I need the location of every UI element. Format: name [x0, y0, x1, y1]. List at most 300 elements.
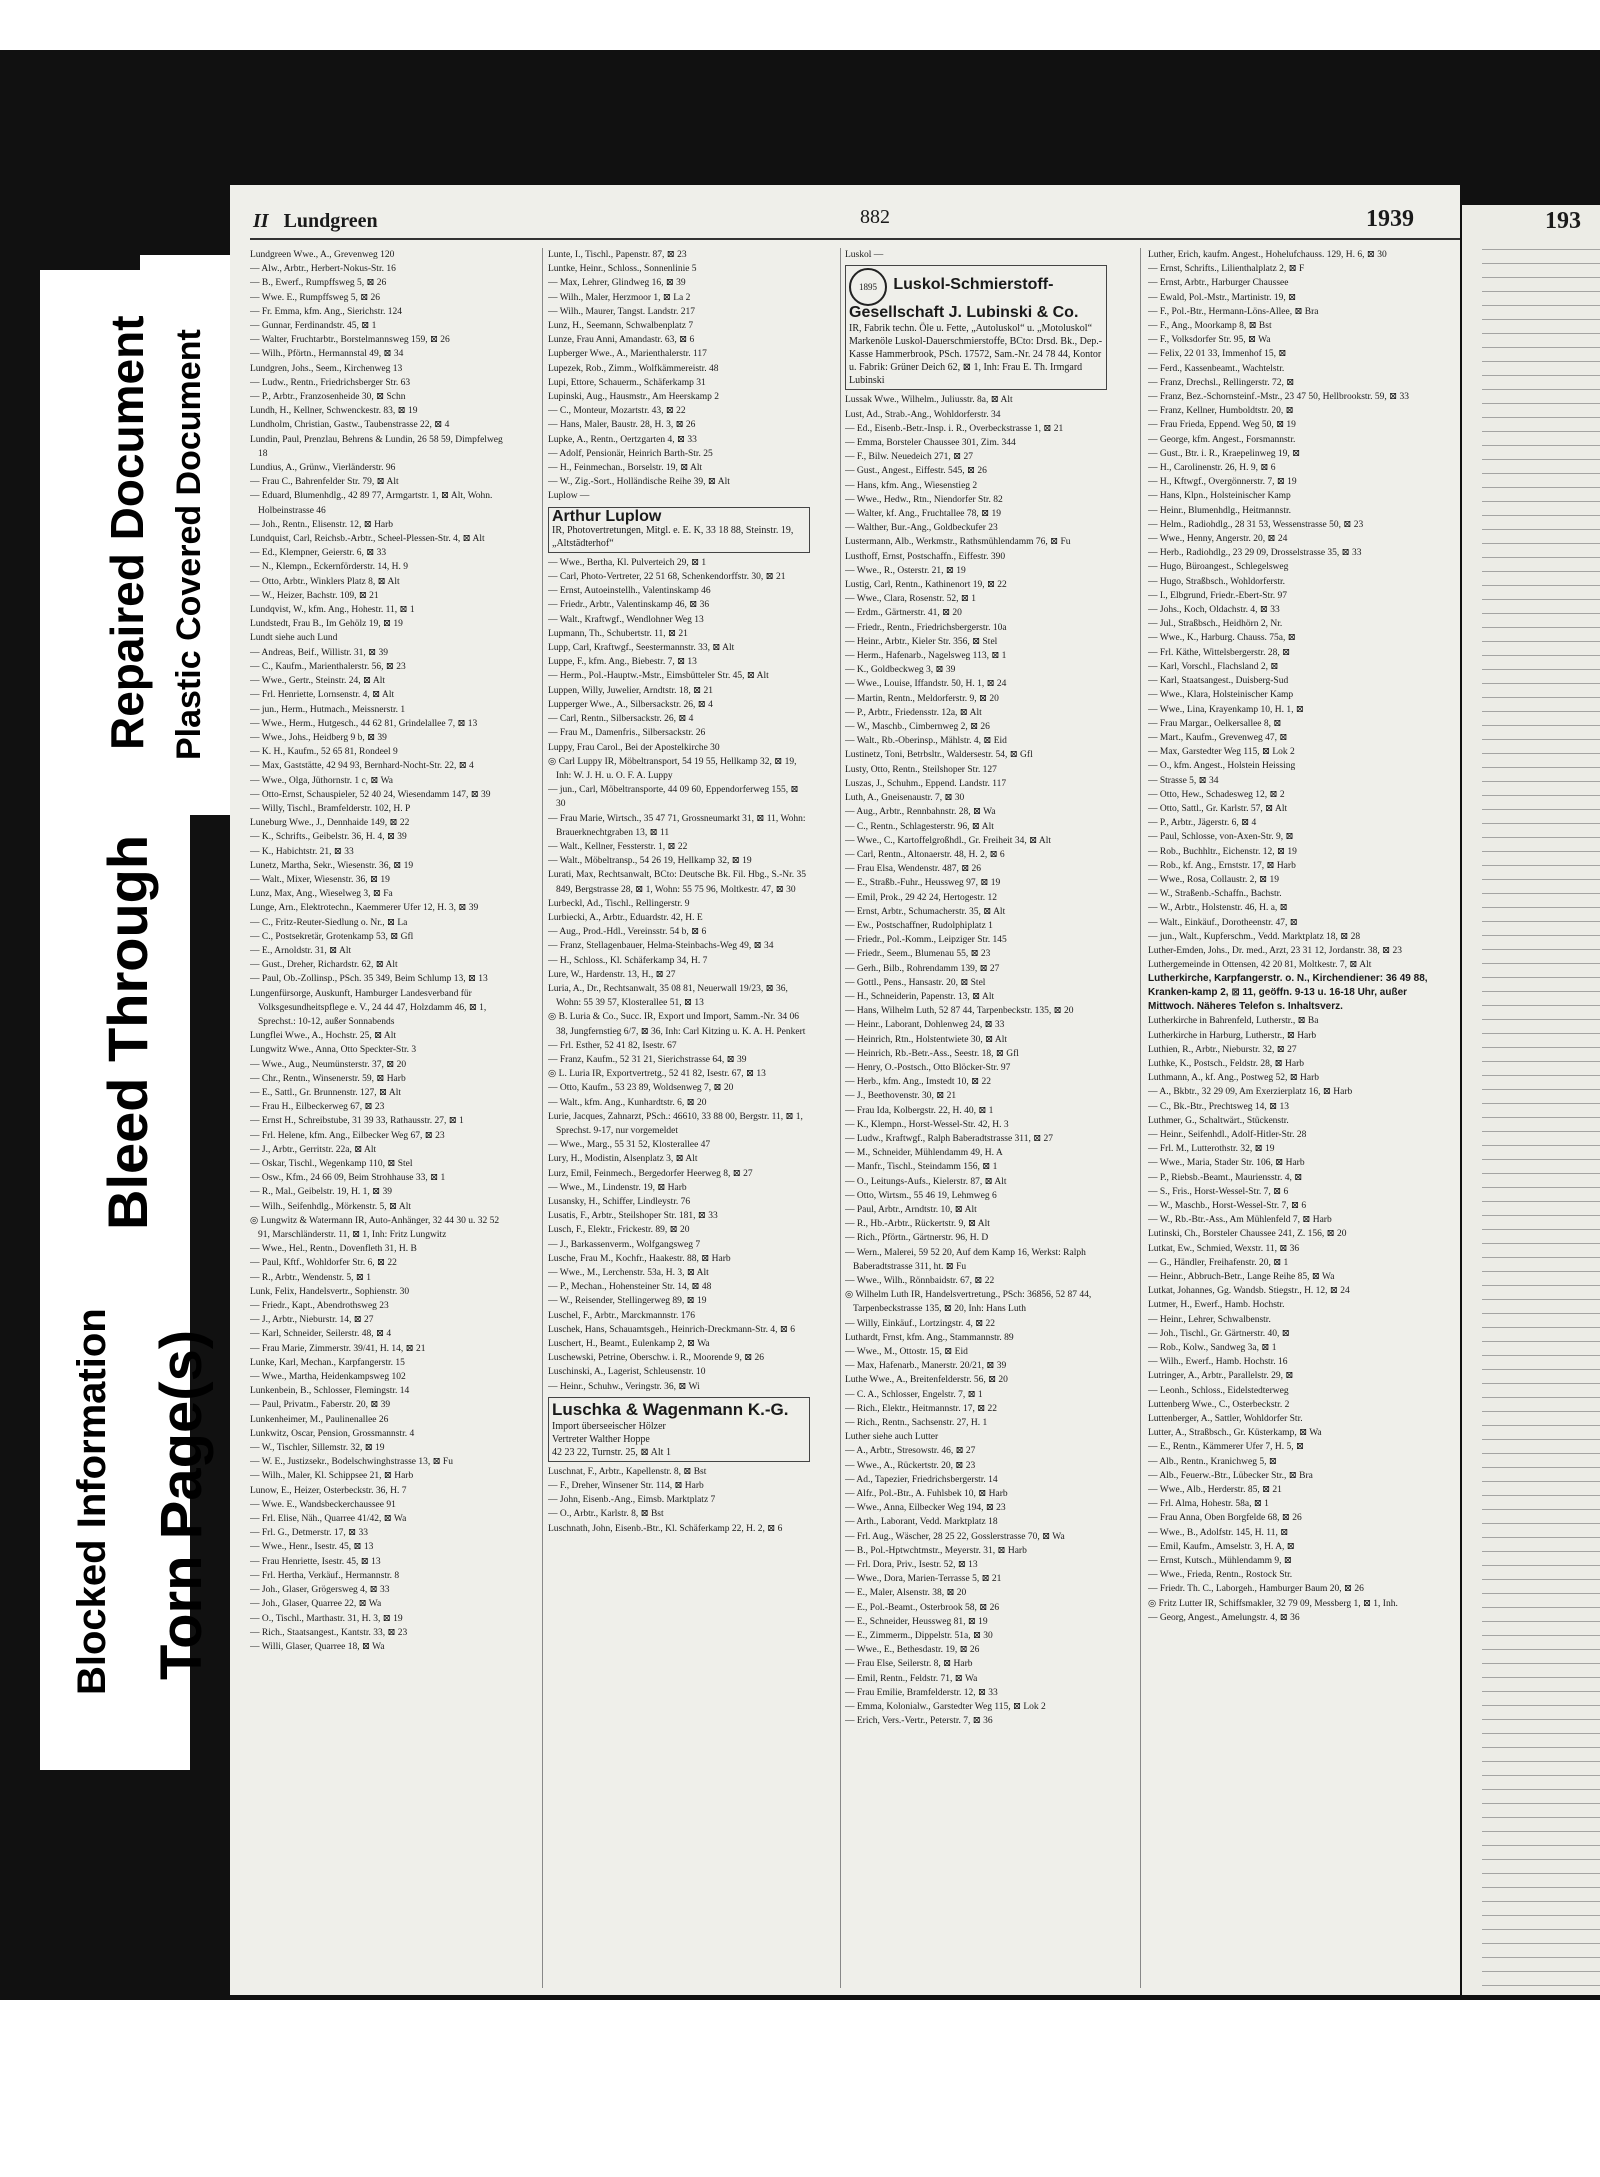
directory-entry: Lurz, Emil, Feinmech., Bergedorfer Heerweg 8, ⊠ 27 — [548, 1168, 753, 1179]
directory-entry: Luppe, F., kfm. Ang., Biebestr. 7, ⊠ 13 — [548, 657, 697, 668]
directory-entry: Lunz, Max, Ang., Wieselweg 3, ⊠ Fa — [250, 889, 393, 900]
column-1 — [250, 248, 512, 1988]
directory-entry: — Wwe., Clara, Rosenstr. 52, ⊠ 1 — [845, 594, 977, 605]
directory-entry: — Walter, Fruchtarbtr., Borstelmannsweg 159, ⊠ 26 — [250, 335, 450, 346]
directory-entry: — C., Kaufm., Marienthalerstr. 56, ⊠ 23 — [250, 661, 406, 672]
directory-entry: Luszas, J., Schuhm., Eppend. Landstr. 117 — [845, 778, 1007, 789]
directory-entry: — Heinr., Abbruch-Betr., Lange Reihe 85, ⊠ Wa — [1148, 1272, 1335, 1283]
directory-entry: — W. E., Justizsekr., Bodelschwinghstrasse 13, ⊠ Fu — [250, 1457, 453, 1468]
directory-entry: — Frau Elsa, Wendenstr. 487, ⊠ 26 — [845, 864, 982, 875]
directory-entry: — C., Bk.-Btr., Prechtsweg 14, ⊠ 13 — [1148, 1101, 1289, 1112]
directory-entry: — A., Bkbtr., 32 29 09, Am Exerzierplatz 16, ⊠ Harb — [1148, 1087, 1353, 1098]
directory-entry: — Franz, Drechsl., Rellingerstr. 72, ⊠ — [1148, 377, 1295, 388]
directory-entry: Luskol — — [845, 250, 884, 260]
entry-list — [1148, 248, 1438, 972]
page-number: 882 — [860, 206, 890, 228]
directory-entry: — Frl. Henriette, Lornsenstr. 4, ⊠ Alt — [250, 690, 395, 701]
directory-entry: Lundholm, Christian, Gastw., Taubenstrasse 22, ⊠ 4 — [250, 420, 450, 431]
directory-entry: — H., Carolinenstr. 26, H. 9, ⊠ 6 — [1148, 463, 1276, 474]
directory-entry: — Willy, Tischl., Bramfelderstr. 102, H. P — [250, 803, 411, 814]
directory-entry: Lundstedt, Frau B., Im Gehölz 19, ⊠ 19 — [250, 619, 403, 630]
directory-entry: — Wwe., M., Lindenstr. 19, ⊠ Harb — [548, 1182, 687, 1193]
directory-entry: — Max, Gaststätte, 42 94 93, Bernhard-Nocht-Str. 22, ⊠ 4 — [250, 761, 474, 772]
directory-entry: — Walt., Möbeltransp., 54 26 19, Hellkamp 32, ⊠ 19 — [548, 856, 752, 867]
column-3 — [845, 248, 1107, 1988]
entry-list — [845, 393, 1107, 1728]
directory-entry: — Willi, Glaser, Quarree 18, ⊠ Wa — [250, 1641, 385, 1652]
directory-entry: — F., Pol.-Btr., Hermann-Löns-Allee, ⊠ Bra — [1148, 306, 1319, 317]
directory-entry: — Friedr., Kapt., Abendrothsweg 23 — [250, 1301, 389, 1312]
directory-entry: — N., Klempn., Eckernförderstr. 14, H. 9 — [250, 562, 409, 573]
directory-entry: — Frau Marie, Zimmerstr. 39/41, H. 14, ⊠ 21 — [250, 1343, 426, 1354]
directory-entry: — Arth., Laborant, Vedd. Marktplatz 18 — [845, 1517, 998, 1528]
directory-entry: — Ed., Klempner, Geierstr. 6, ⊠ 33 — [250, 548, 387, 559]
directory-entry: — Aug., Prod.-Hdl., Vereinsstr. 54 b, ⊠ 6 — [548, 927, 707, 938]
directory-entry: — O., Leitungs-Aufs., Kielerstr. 87, ⊠ Alt — [845, 1176, 1007, 1187]
directory-entry: — Otto, Hew., Schadesweg 12, ⊠ 2 — [1148, 789, 1285, 800]
directory-entry: — Paul, Privatm., Faberstr. 20, ⊠ 39 — [250, 1400, 391, 1411]
directory-entry: — Ludw., Rentn., Friedrichsberger Str. 63 — [250, 377, 411, 388]
directory-entry: — Ernst, Autoeinstellh., Valentinskamp 46 — [548, 586, 711, 597]
header-rule — [250, 238, 1460, 240]
directory-entry: Luschnat, F., Arbtr., Kapellenstr. 8, ⊠ Bst — [548, 1466, 707, 1477]
directory-entry: — E., Pol.-Beamt., Osterbrook 58, ⊠ 26 — [845, 1602, 1000, 1613]
directory-entry: — C., Postsekretär, Grotenkamp 53, ⊠ Gfl — [250, 931, 414, 942]
entry-list — [548, 248, 810, 504]
directory-entry: — C. A., Schlosser, Engelstr. 7, ⊠ 1 — [845, 1389, 983, 1400]
directory-entry: — Wwe., Gertr., Steinstr. 24, ⊠ Alt — [250, 676, 385, 687]
advert-text: IR, Photovertretungen, Mitgl. e. E. K, 33 18 88, Steinstr. 19, „Altstädterhof“ — [552, 524, 794, 549]
directory-entry: — Rob., kf. Ang., Ernststr. 17, ⊠ Harb — [1148, 860, 1296, 871]
directory-entry: — Alb., Rentn., Kranichweg 5, ⊠ — [1148, 1456, 1277, 1467]
directory-entry: — E., Maler, Alsenstr. 38, ⊠ 20 — [845, 1588, 967, 1599]
directory-entry: Lusthoff, Ernst, Postschaffn., Eiffestr. 390 — [845, 551, 1006, 562]
adjacent-page — [1462, 205, 1600, 1995]
directory-entry: — Herm., Pol.-Hauptw.-Mstr., Eimsbütteler Str. 45, ⊠ Alt — [548, 671, 769, 682]
advert-name: Arthur Luplow — [552, 507, 662, 525]
directory-entry: Luttenberger, A., Sattler, Wohldorfer Str. — [1148, 1414, 1303, 1425]
directory-entry: — Ernst, Schrifts., Lilienthalplatz 2, ⊠ F — [1148, 264, 1305, 275]
section-prefix: II — [253, 210, 269, 232]
directory-entry: — Friedr. Th. C., Laborgeh., Hamburger Baum 20, ⊠ 26 — [1148, 1584, 1364, 1595]
directory-entry: Lussak Wwe., Wilhelm., Juliusstr. 8a, ⊠ Alt — [845, 395, 1013, 406]
directory-entry: — Walt., Mixer, Wiesenstr. 36, ⊠ 19 — [250, 874, 390, 885]
entry-list — [250, 248, 512, 1654]
directory-entry: — Carl, Photo-Vertreter, 22 51 68, Schenkendorffstr. 30, ⊠ 21 — [548, 572, 786, 583]
directory-entry: — I., Elbgrund, Friedr.-Ebert-Str. 97 — [1148, 590, 1288, 601]
directory-entry: — W., Maschb., Cimbernweg 2, ⊠ 26 — [845, 722, 990, 733]
directory-entry: Lunkenheimer, M., Paulinenallee 26 — [250, 1414, 389, 1425]
directory-entry: — Ad., Tapezier, Friedrichsbergerstr. 14 — [845, 1474, 998, 1485]
directory-entry: — E., Schneider, Heussweg 81, ⊠ 19 — [845, 1616, 988, 1627]
directory-entry: — jun., Walt., Kupferschm., Vedd. Marktplatz 18, ⊠ 28 — [1148, 931, 1361, 942]
directory-entry: Lupp, Carl, Kraftwgf., Seestermannstr. 33, ⊠ Alt — [548, 643, 735, 654]
running-head-name: Lundgreen — [283, 210, 378, 232]
directory-entry: — Helm., Radiohdlg., 28 31 53, Wessenstrasse 50, ⊠ 23 — [1148, 519, 1364, 530]
directory-entry: — W., Reisender, Stellingerweg 89, ⊠ 19 — [548, 1296, 707, 1307]
directory-entry: — Wwe., Anna, Eilbecker Weg 194, ⊠ 23 — [845, 1503, 1006, 1514]
directory-entry: — Frl. Aug., Wäscher, 28 25 22, Gosslerstrasse 70, ⊠ Wa — [845, 1531, 1065, 1542]
directory-entry: — Rob., Kolw., Sandweg 3a, ⊠ 1 — [1148, 1343, 1277, 1354]
directory-entry: — Wwe., Rosa, Collaustr. 2, ⊠ 19 — [1148, 874, 1280, 885]
column-divider — [542, 248, 543, 1988]
advert-line: 42 23 22, Turnstr. 25, ⊠ Alt 1 — [552, 1446, 671, 1458]
directory-entry: Lunetz, Martha, Sekr., Wiesenstr. 36, ⊠ 19 — [250, 860, 414, 871]
directory-entry: — H., Schneiderin, Papenstr. 13, ⊠ Alt — [845, 991, 995, 1002]
directory-entry: — W., Maschb., Horst-Wessel-Str. 7, ⊠ 6 — [1148, 1201, 1307, 1211]
directory-entry: — Chr., Rentn., Winsenerstr. 59, ⊠ Harb — [250, 1073, 406, 1084]
directory-entry: Lundin, Paul, Prenzlau, Behrens & Lundin, 26 58 59, Dimpfelweg 18 — [250, 434, 503, 459]
directory-entry: — Wilh., Maler, Kl. Schippsee 21, ⊠ Harb — [250, 1471, 414, 1482]
directory-entry: Luppen, Willy, Juwelier, Arndtstr. 18, ⊠ 21 — [548, 685, 713, 696]
directory-entry: — Franz, Bez.-Schornsteinf.-Mstr., 23 47 50, Hellbrookstr. 59, ⊠ 33 — [1148, 392, 1409, 403]
directory-entry: Lungwitz Wwe., Anna, Otto Speckter-Str. 3 — [250, 1045, 417, 1056]
directory-entry: Lustinetz, Toni, Betrbsltr., Waldersestr. 54, ⊠ Gfl — [845, 750, 1033, 761]
directory-entry: — Franz, Stellagenbauer, Helma-Steinbachs-Weg 49, ⊠ 34 — [548, 941, 774, 952]
directory-entry: Luneburg Wwe., J., Dennhaide 149, ⊠ 22 — [250, 818, 410, 829]
directory-entry: Lundquist, Carl, Reichsb.-Arbtr., Scheel-Plessen-Str. 4, ⊠ Alt — [250, 534, 485, 545]
directory-entry: — O., Tischl., Marthastr. 31, H. 3, ⊠ 19 — [250, 1613, 403, 1624]
directory-entry: — Wwe., Hel., Rentn., Dovenfleth 31, H. B — [250, 1244, 417, 1255]
directory-entry: — jun., Carl, Möbeltransporte, 44 09 60, Eppendorferweg 155, ⊠ 30 — [548, 785, 799, 810]
directory-entry: — Frau H., Eilbeckerweg 67, ⊠ 23 — [250, 1102, 385, 1113]
directory-entry: — Wwe., Maria, Stader Str. 106, ⊠ Harb — [1148, 1158, 1305, 1169]
directory-entry: Lundt siehe auch Lund — [250, 633, 338, 644]
directory-entry: — W., Zig.-Sort., Holländische Reihe 39, ⊠ Alt — [548, 477, 730, 488]
directory-entry: — Wwe., Marg., 55 31 52, Klosterallee 47 — [548, 1140, 711, 1151]
directory-entry: — Ewald, Pol.-Mstr., Martinistr. 19, ⊠ — [1148, 292, 1297, 303]
directory-entry: — Heinr., Seifenhdl., Adolf-Hitler-Str. 28 — [1148, 1129, 1307, 1140]
directory-entry: — John, Eisenb.-Ang., Eimsb. Marktplatz 7 — [548, 1495, 716, 1506]
directory-entry: — Erdm., Gärtnerstr. 41, ⊠ 20 — [845, 608, 962, 619]
directory-entry: Lustig, Carl, Rentn., Kathinenort 19, ⊠ 22 — [845, 580, 1007, 591]
directory-entry: — P., Riebsb.-Beamt., Mauriensstr. 4, ⊠ — [1148, 1172, 1303, 1183]
directory-entry: — Gust., Dreher, Richardstr. 62, ⊠ Alt — [250, 960, 398, 971]
directory-entry: — Frau Else, Seilerstr. 8, ⊠ Harb — [845, 1659, 973, 1670]
directory-entry: — Wwe., E., Bethesdastr. 19, ⊠ 26 — [845, 1645, 980, 1656]
directory-entry: Luschinski, A., Lagerist, Schleusenstr. 10 — [548, 1367, 706, 1378]
directory-entry: — Hugo, Straßbsch., Wohldorferstr. — [1148, 576, 1286, 587]
directory-entry: — Walt., Kraftwgf., Wendlohner Weg 13 — [548, 614, 704, 625]
directory-entry: — Felix, 22 01 33, Immenhof 15, ⊠ — [1148, 349, 1287, 360]
directory-entry: — J., Barkassenverm., Wolfgangsweg 7 — [548, 1239, 701, 1250]
directory-entry: — O., kfm. Angest., Holstein Heissing — [1148, 761, 1296, 772]
directory-entry: — Osw., Kfm., 24 66 09, Beim Strohhause 33, ⊠ 1 — [250, 1173, 446, 1184]
directory-entry: Lungflei Wwe., A., Hochstr. 25, ⊠ Alt — [250, 1031, 397, 1042]
directory-entry: Luthke, K., Postsch., Feldstr. 28, ⊠ Harb — [1148, 1058, 1304, 1069]
directory-entry: Luther siehe auch Lutter — [845, 1432, 939, 1443]
directory-entry: — K., Habichtstr. 21, ⊠ 33 — [250, 846, 354, 857]
directory-entry: — Wwe., B., Adolfstr. 145, H. 11, ⊠ — [1148, 1527, 1289, 1538]
directory-entry: — Wwe., Dora, Marien-Terrasse 5, ⊠ 21 — [845, 1574, 1002, 1585]
directory-entry: — Wwe., Johs., Heidberg 9 b, ⊠ 39 — [250, 732, 387, 743]
directory-entry: ◎ Wilhelm Luth IR, Handelsvertretung., PSch: 36856, 52 87 44, Tarpenbeckstrasse 135, ⊠ 20, Inh: Hans Luth — [845, 1290, 1092, 1315]
advert-line: Import überseeischer Hölzer — [552, 1420, 666, 1432]
directory-entry: — E., Rentn., Kämmerer Ufer 7, H. 5, ⊠ — [1148, 1442, 1304, 1453]
directory-entry: — Frl. Alma, Hohestr. 58a, ⊠ 1 — [1148, 1499, 1269, 1510]
directory-entry: Luthmann, A., kf. Ang., Postweg 52, ⊠ Harb — [1148, 1073, 1320, 1084]
directory-entry: Lutter, A., Straßbsch., Gr. Küsterkamp, ⊠ Wa — [1148, 1428, 1322, 1439]
directory-entry: Lundh, H., Kellner, Schwenckestr. 83, ⊠ 19 — [250, 406, 418, 417]
directory-entry: — Fr. Emma, kfm. Ang., Sierichstr. 124 — [250, 306, 402, 317]
directory-entry: — Heinrich, Rb.-Betr.-Ass., Seestr. 18, ⊠ Gfl — [845, 1048, 1019, 1059]
directory-entry: Lutkat, Ew., Schmied, Wexstr. 11, ⊠ 36 — [1148, 1243, 1300, 1254]
directory-entry: Lundgreen Wwe., A., Grevenweg 120 — [250, 250, 395, 260]
directory-entry: Lundqvist, W., kfm. Ang., Hohestr. 11, ⊠ 1 — [250, 605, 415, 616]
directory-entry: Lundius, A., Grünw., Vierländerstr. 96 — [250, 463, 396, 474]
directory-entry: — Mart., Kaufm., Grevenweg 47, ⊠ — [1148, 732, 1288, 743]
directory-entry: — Otto-Ernst, Schauspieler, 52 40 24, Wiesendamm 147, ⊠ 39 — [250, 789, 491, 800]
directory-entry: — Wwe., R., Osterstr. 21, ⊠ 19 — [845, 565, 966, 576]
directory-entry: — W., Arbtr., Holstenstr. 46, H. a, ⊠ — [1148, 903, 1288, 914]
column-divider — [1140, 248, 1141, 1988]
directory-entry: — W., Heizer, Bachstr. 109, ⊠ 21 — [250, 590, 379, 601]
repaired-document-label: Repaired Document — [101, 315, 153, 750]
directory-entry: — S., Fris., Horst-Wessel-Str. 7, ⊠ 6 — [1148, 1186, 1289, 1197]
directory-entry: Lusche, Frau M., Kochfr., Haakestr. 88, ⊠ Harb — [548, 1253, 731, 1264]
directory-entry: — R., Hb.-Arbtr., Rückertstr. 9, ⊠ Alt — [845, 1219, 990, 1230]
directory-entry: Luthardt, Frnst, kfm. Ang., Stammannstr. 89 — [845, 1332, 1014, 1343]
directory-entry: — Emil, Prok., 29 42 24, Hertogestr. 12 — [845, 892, 997, 903]
directory-entry: Lupmann, Th., Schubertstr. 11, ⊠ 21 — [548, 628, 688, 639]
directory-entry: — R., Arbtr., Wendenstr. 5, ⊠ 1 — [250, 1272, 372, 1283]
directory-entry: Luntke, Heinr., Schloss., Sonnenlinie 5 — [548, 264, 697, 275]
directory-entry: — B., Pol.-Hptwchtmstr., Meyerstr. 31, ⊠ Harb — [845, 1545, 1027, 1556]
directory-entry: Luthe Wwe., A., Breitenfelderstr. 56, ⊠ 20 — [845, 1375, 1008, 1386]
adjacent-page-year: 193 — [1545, 208, 1581, 234]
directory-entry: — Franz, Kaufm., 52 31 21, Sierichstrasse 64, ⊠ 39 — [548, 1054, 747, 1065]
directory-entry: Lurbiecki, A., Arbtr., Eduardstr. 42, H. E — [548, 912, 703, 923]
directory-entry: — Frau Ida, Kolbergstr. 22, H. 40, ⊠ 1 — [845, 1105, 994, 1116]
directory-entry: — Rich., Staatsangest., Kantstr. 33, ⊠ 23 — [250, 1627, 408, 1638]
directory-entry: — F., Ang., Moorkamp 8, ⊠ Bst — [1148, 321, 1272, 332]
directory-entry: — Ernst H., Schreibstube, 31 39 33, Rathausstr. 27, ⊠ 1 — [250, 1116, 464, 1127]
lutherkirche-entry: Lutherkirche, Karpfangerstr. o. N., Kirchendiener: 36 49 88, Kranken-kamp 2, ⊠ 11, geöffn. 9-13 u. 16-18 Uhr, außer Mittwoch. Näheres Telefon s. Inhaltsverz. — [1148, 973, 1428, 1013]
directory-entry: — Adolf, Pensionär, Heinrich Barth-Str. 25 — [548, 448, 713, 459]
directory-entry: — Carl, Rentn., Silbersackstr. 26, ⊠ 4 — [548, 714, 694, 725]
directory-entry: — M., Schneider, Mühlendamm 49, H. A — [845, 1148, 1003, 1159]
directory-entry: Luria, A., Dr., Rechtsanwalt, 35 08 81, Neuerwall 19/23, ⊠ 36, Wohn: 55 39 57, Klosterallee 51, ⊠ 13 — [548, 983, 788, 1009]
directory-entry: — Henry, O.-Postsch., Otto Blöcker-Str. 97 — [845, 1062, 1011, 1073]
directory-entry: — Gerh., Bilb., Rohrendamm 139, ⊠ 27 — [845, 963, 1000, 974]
directory-entry: Lupezek, Rob., Zimm., Wolfkämmereistr. 48 — [548, 363, 719, 374]
directory-entry: — R., Mal., Geibelstr. 19, H. 1, ⊠ 39 — [250, 1187, 393, 1198]
directory-entry: — Rob., Buchhltr., Eichenstr. 12, ⊠ 19 — [1148, 846, 1297, 857]
directory-entry: — Frau Frieda, Eppend. Weg 50, ⊠ 19 — [1148, 420, 1296, 431]
directory-entry: — Heinr., Blumenhdlg., Heitmannstr. — [1148, 505, 1292, 516]
directory-entry: Luppy, Frau Carol., Bei der Apostelkirche 30 — [548, 742, 720, 753]
directory-entry: — Martin, Rentn., Meldorferstr. 9, ⊠ 20 — [845, 693, 999, 704]
directory-entry: — Frau Margar., Oelkersallee 8, ⊠ — [1148, 718, 1282, 729]
directory-entry: Luthergemeinde in Ottensen, 42 20 81, Moltkestr. 7, ⊠ Alt — [1148, 960, 1372, 971]
directory-entry: — Wwe., Aug., Neumünsterstr. 37, ⊠ 20 — [250, 1059, 407, 1070]
directory-entry: Lurbeckl, Ad., Tischl., Rellingerstr. 9 — [548, 898, 690, 909]
directory-entry: Lutherkirche in Bahrenfeld, Lutherstr., ⊠ Ba — [1148, 1016, 1319, 1027]
directory-entry: Lury, H., Modistin, Alsenplatz 3, ⊠ Alt — [548, 1154, 698, 1165]
directory-entry: Lunkwitz, Oscar, Pension, Grossmannstr. 4 — [250, 1428, 415, 1439]
directory-entry: — Emil, Kaufm., Amselstr. 3, H. A, ⊠ — [1148, 1541, 1295, 1552]
header-year: 1939 — [1366, 206, 1414, 232]
directory-entry: — Frau Henriette, Isestr. 45, ⊠ 13 — [250, 1556, 381, 1567]
directory-entry: Lutringer, A., Arbtr., Parallelstr. 29, ⊠ — [1148, 1371, 1294, 1382]
directory-entry: Lupi, Ettore, Schauerm., Schäferkamp 31 — [548, 377, 706, 388]
directory-entry: Lusatis, F., Arbtr., Steilshoper Str. 181, ⊠ 33 — [548, 1211, 718, 1222]
directory-entry: — P., Arbtr., Jägerstr. 6, ⊠ 4 — [1148, 818, 1257, 829]
directory-entry: Lutherkirche in Harburg, Lutherstr., ⊠ Harb — [1148, 1030, 1317, 1041]
advert-arthur-luplow — [548, 507, 810, 553]
directory-entry: — Karl, Staatsangest., Duisberg-Sud — [1148, 676, 1289, 687]
directory-entry: — Friedr., Rentn., Friedrichsbergerstr. 10a — [845, 622, 1007, 633]
directory-entry: — B., Ewerf., Rumpffsweg 5, ⊠ 26 — [250, 278, 387, 289]
directory-entry: — H., Feinmechan., Borselstr. 19, ⊠ Alt — [548, 463, 703, 474]
directory-entry: — Leonh., Schloss., Eidelstedterweg — [1148, 1385, 1289, 1396]
directory-entry: — Eduard, Blumenhdlg., 42 89 77, Armgartstr. 1, ⊠ Alt, Wohn. Holbeinstrasse 46 — [250, 491, 493, 516]
directory-entry: ◎ B. Luria & Co., Succ. IR, Export und Import, Samm.-Nr. 34 06 38, Jungfernstieg 6/7, ⊠ 36, Inh: Carl Kitzing u. K. A. H. Penkert — [548, 1012, 806, 1037]
directory-entry: — F., Volksdorfer Str. 95, ⊠ Wa — [1148, 335, 1271, 346]
directory-entry: — Rich., Elektr., Heitmannstr. 17, ⊠ 22 — [845, 1403, 998, 1414]
directory-entry: — E., Arnoldstr. 31, ⊠ Alt — [250, 945, 352, 956]
directory-entry: — Joh., Glaser, Grögersweg 4, ⊠ 33 — [250, 1585, 390, 1596]
directory-entry: — Wilh., Pförtn., Hermannstal 49, ⊠ 34 — [250, 349, 404, 360]
directory-entry: Lutinski, Ch., Borsteler Chaussee 241, Z. 156, ⊠ 20 — [1148, 1229, 1347, 1240]
directory-entry: — Karl, Vorschl., Flachsland 2, ⊠ — [1148, 661, 1279, 672]
directory-entry: — Willy, Einkäuf., Lortzingstr. 4, ⊠ 22 — [845, 1318, 996, 1329]
directory-entry: — J., Arbtr., Nieburstr. 14, ⊠ 27 — [250, 1315, 374, 1326]
directory-entry: — Frau C., Bahrenfelder Str. 79, ⊠ Alt — [250, 477, 399, 488]
directory-entry: — P., Arbtr., Friedensstr. 12a, ⊠ Alt — [845, 707, 982, 718]
directory-entry: Luther, Erich, kaufm. Angest., Hohelufchauss. 129, H. 6, ⊠ 30 — [1148, 250, 1387, 260]
directory-entry: — Herb., Radiohdlg., 23 29 09, Drosselstrasse 35, ⊠ 33 — [1148, 548, 1362, 559]
directory-entry: — C., Monteur, Mozartstr. 43, ⊠ 22 — [548, 406, 686, 417]
directory-entry: Lunow, E., Heizer, Osterbeckstr. 36, H. 7 — [250, 1485, 407, 1496]
directory-entry: — W., Straßenb.-Schaffn., Bachstr. — [1148, 889, 1282, 900]
directory-entry: Luplow — — [548, 491, 590, 502]
directory-entry: — Aug., Arbtr., Rennbahnstr. 28, ⊠ Wa — [845, 807, 996, 818]
directory-entry: — W., Rb.-Btr.-Ass., Am Mühlenfeld 7, ⊠ Harb — [1148, 1215, 1332, 1226]
directory-entry: — Oskar, Tischl., Wegenkamp 110, ⊠ Stel — [250, 1159, 413, 1169]
directory-entry: — Alw., Arbtr., Herbert-Nokus-Str. 16 — [250, 264, 396, 275]
directory-entry: — Hans, Wilhelm Luth, 52 87 44, Tarpenbeckstr. 135, ⊠ 20 — [845, 1006, 1074, 1017]
directory-entry: — Wilh., Seifenhdlg., Mörkenstr. 5, ⊠ Alt — [250, 1201, 411, 1212]
directory-entry: — Frau Anna, Oben Borgfelde 68, ⊠ 26 — [1148, 1513, 1302, 1524]
directory-entry: Lunkenbein, B., Schlosser, Flemingstr. 14 — [250, 1386, 410, 1397]
directory-entry: — Hans, Maler, Baustr. 28, H. 3, ⊠ 26 — [548, 420, 696, 431]
directory-entry: — Wwe., Louise, Iffandstr. 50, H. 1, ⊠ 24 — [845, 679, 1007, 690]
directory-entry: — H., Schloss., Kl. Schäferkamp 34, H. 7 — [548, 955, 708, 966]
directory-entry: — Heinr., Arbtr., Kieler Str. 356, ⊠ Stel — [845, 636, 998, 647]
directory-entry: Lutmer, H., Ewerf., Hamb. Hochstr. — [1148, 1300, 1285, 1311]
directory-entry: — Wilh., Maler, Herzmoor 1, ⊠ La 2 — [548, 292, 691, 303]
entry-list — [1148, 1014, 1438, 1625]
directory-entry: — Georg, Angest., Amelungstr. 4, ⊠ 36 — [1148, 1612, 1300, 1623]
directory-entry: — Joh., Glaser, Quarree 22, ⊠ Wa — [250, 1599, 382, 1610]
directory-entry: — O., Arbtr., Karlstr. 8, ⊠ Bst — [548, 1509, 664, 1520]
directory-entry: — Otto, Sattl., Gr. Karlstr. 57, ⊠ Alt — [1148, 803, 1288, 814]
directory-entry: — Walther, Bur.-Ang., Goldbeckufer 23 — [845, 523, 998, 534]
directory-entry: — Ernst, Arbtr., Harburger Chaussee — [1148, 278, 1289, 289]
directory-entry: — Wilh., Ewerf., Hamb. Hochstr. 16 — [1148, 1357, 1288, 1368]
directory-entry: Lungenfürsorge, Auskunft, Hamburger Landesverband für Volksgesundheitspflege e. V., 24 44 47, Holzdamm 46, ⊠ 1, Sprechst.: 10-12, außer Sonnabends — [250, 988, 487, 1027]
column-divider — [840, 248, 841, 1988]
directory-entry: — Johs., Koch, Oldachstr. 4, ⊠ 33 — [1148, 605, 1280, 616]
directory-entry: — Friedr., Arbtr., Valentinskamp 46, ⊠ 36 — [548, 600, 710, 611]
column-2 — [548, 248, 810, 1988]
directory-entry: — Otto, Arbtr., Winklers Platz 8, ⊠ Alt — [250, 576, 400, 587]
directory-entry: — Herm., Hafenarb., Nagelsweg 113, ⊠ 1 — [845, 651, 1007, 662]
directory-entry: — Frl. Esther, 52 41 82, Isestr. 67 — [548, 1040, 677, 1051]
directory-entry: Lupperger Wwe., A., Silbersackstr. 26, ⊠ 4 — [548, 699, 713, 710]
directory-entry: — Emil, Rentn., Feldstr. 71, ⊠ Wa — [845, 1673, 978, 1684]
directory-entry: — Frau Emilie, Bramfelderstr. 12, ⊠ 33 — [845, 1687, 998, 1698]
directory-entry: — Wwe., Martha, Heidenkampsweg 102 — [250, 1372, 406, 1383]
directory-entry: — Manfr., Tischl., Steindamm 156, ⊠ 1 — [845, 1162, 998, 1173]
directory-entry: Luschnath, John, Eisenb.-Btr., Kl. Schäferkamp 22, H. 2, ⊠ 6 — [548, 1523, 783, 1534]
directory-entry: — Wwe., Klara, Holsteinischer Kamp — [1148, 690, 1294, 701]
directory-entry: — Herb., kfm. Ang., Imstedt 10, ⊠ 22 — [845, 1077, 991, 1088]
directory-entry: Luther-Emden, Johs., Dr. med., Arzt, 23 31 12, Jordanstr. 38, ⊠ 23 — [1148, 945, 1402, 956]
directory-entry: — Frl. Hertha, Verkäuf., Hermannstr. 8 — [250, 1570, 400, 1581]
directory-entry: — Heinr., Schuhw., Veringstr. 36, ⊠ Wi — [548, 1381, 700, 1392]
directory-entry: — Emma, Kolonialw., Garstedter Weg 115, ⊠ Lok 2 — [845, 1702, 1046, 1713]
directory-entry: — Max, Lehrer, Glindweg 16, ⊠ 39 — [548, 278, 686, 289]
advert-name: Luskol-Schmierstoff-Gesellschaft J. Lubinski & Co. — [849, 276, 1079, 322]
directory-entry: — Alb., Feuerw.-Btr., Lübecker Str., ⊠ Bra — [1148, 1470, 1313, 1481]
directory-entry: — Frl. Käthe, Wittelsbergerstr. 28, ⊠ — [1148, 647, 1291, 658]
directory-entry: Lure, W., Hardenstr. 13, H., ⊠ 27 — [548, 969, 676, 980]
directory-entry: — W., Tischler, Sillemstr. 32, ⊠ 19 — [250, 1443, 385, 1454]
directory-entry: — Gust., Angest., Eiffestr. 545, ⊠ 26 — [845, 466, 987, 477]
directory-entry: — Frl. Helene, kfm. Ang., Eilbecker Weg 67, ⊠ 23 — [250, 1130, 445, 1141]
bleed-through-label: Bleed Through — [96, 834, 159, 1230]
directory-entry: — J., Arbtr., Gerritstr. 22a, ⊠ Alt — [250, 1144, 377, 1155]
directory-entry: — G., Händler, Freihafenstr. 20, ⊠ 1 — [1148, 1257, 1289, 1268]
directory-entry: — Frl. M., Lutterothstr. 32, ⊠ 19 — [1148, 1144, 1275, 1155]
directory-entry: — Max, Hafenarb., Manerstr. 20/21, ⊠ 39 — [845, 1361, 1007, 1372]
column-4 — [1148, 248, 1438, 1988]
entry-list — [548, 1465, 810, 1536]
torn-pages-label: Torn Page(s) — [149, 1329, 214, 1680]
directory-entry: — A., Arbtr., Stresowstr. 46, ⊠ 27 — [845, 1446, 976, 1457]
directory-entry: Lutkat, Johannes, Gg. Wandsb. Stiegstr., H. 12, ⊠ 24 — [1148, 1286, 1350, 1297]
directory-entry: Lust, Ad., Strab.-Ang., Wohldorferstr. 34 — [845, 409, 1001, 420]
directory-entry: — Walt., Rb.-Oberinsp., Mählstr. 4, ⊠ Eid — [845, 736, 1007, 747]
directory-entry: — C., Fritz-Reuter-Siedlung o. Nr., ⊠ La — [250, 917, 408, 928]
directory-entry: Lunk, Felix, Handelsvertr., Sophienstr. 30 — [250, 1286, 410, 1297]
directory-entry: Lupberger Wwe., A., Marienthalerstr. 117 — [548, 349, 707, 360]
directory-entry: — Wilh., Maurer, Tangst. Landstr. 217 — [548, 306, 696, 317]
directory-entry: Lusch, F., Elektr., Frickestr. 89, ⊠ 20 — [548, 1225, 690, 1236]
entry-list — [845, 248, 1107, 262]
directory-entry: Luschel, F., Arbtr., Marckmannstr. 176 — [548, 1310, 695, 1321]
directory-entry: — Frau Marie, Wirtsch., 35 47 71, Grossneumarkt 31, ⊠ 11, Wohn: Brauerknechtgraben 13, ⊠ 11 — [548, 813, 806, 838]
directory-entry: — K., Klempn., Horst-Wessel-Str. 42, H. 3 — [845, 1119, 1009, 1130]
directory-entry: — E., Sattl., Gr. Brunnenstr. 127, ⊠ Alt — [250, 1087, 401, 1098]
directory-entry: — Wern., Malerei, 59 52 20, Auf dem Kamp 16, Werkst: Ralph Baberadtstrasse 311, ht. ⊠ Fu — [845, 1247, 1086, 1272]
directory-entry: — J., Beethovenstr. 30, ⊠ 21 — [845, 1091, 957, 1102]
directory-entry: — P., Arbtr., Franzosenheide 30, ⊠ Schn — [250, 392, 406, 403]
directory-entry: — Karl, Schneider, Seilerstr. 48, ⊠ 4 — [250, 1329, 392, 1340]
directory-entry: — Wwe., A., Rückertstr. 20, ⊠ 23 — [845, 1460, 976, 1471]
directory-entry: ◎ Lungwitz & Watermann IR, Auto-Anhänger, 32 44 30 u. 32 52 91, Marschländerstr. 11, ⊠ 1, Inh: Fritz Lungwitz — [250, 1215, 500, 1241]
advert-line: Vertreter Walther Hoppe — [552, 1433, 650, 1445]
directory-entry: — E., Zimmerm., Dippelstr. 51a, ⊠ 30 — [845, 1631, 993, 1642]
directory-entry: — Wwe., M., Lerchenstr. 53a, H. 3, ⊠ Alt — [548, 1268, 709, 1279]
directory-entry: — Alfr., Pol.-Btr., A. Fuhlsbek 10, ⊠ Harb — [845, 1489, 1008, 1500]
directory-entry: — Andreas, Beif., Willistr. 31, ⊠ 39 — [250, 647, 389, 658]
directory-entry: Lunz, H., Seemann, Schwalbenplatz 7 — [548, 321, 694, 332]
directory-entry: — Paul, Ob.-Zollinsp., PSch. 35 349, Beim Schlump 13, ⊠ 13 — [250, 974, 488, 985]
directory-entry: — Gunnar, Ferdinandstr. 45, ⊠ 1 — [250, 321, 377, 332]
